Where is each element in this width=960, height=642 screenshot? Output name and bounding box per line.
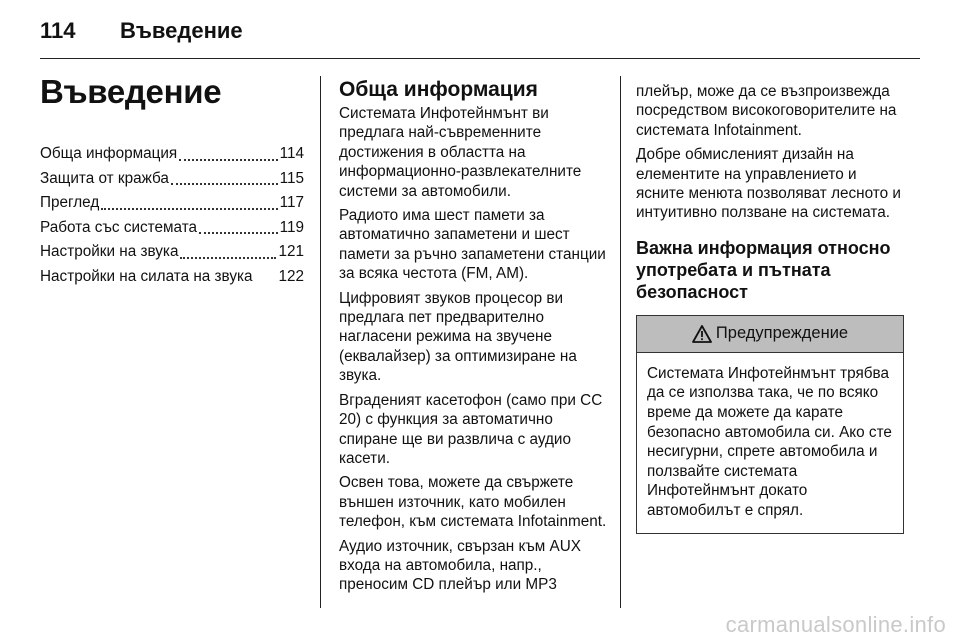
toc-item[interactable] xyxy=(40,265,304,290)
toc-item[interactable] xyxy=(40,191,304,216)
toc-leader-dots xyxy=(199,232,278,234)
subsection-title: Важна информация относно употребата и пътната безопасност xyxy=(636,237,891,302)
toc-item-page: 121 xyxy=(278,243,304,261)
page-header xyxy=(40,18,243,48)
toc-column xyxy=(40,72,304,290)
page-number: 114 xyxy=(40,18,76,43)
toc-item-page: 115 xyxy=(279,169,304,187)
toc-item[interactable] xyxy=(40,240,304,265)
toc-item[interactable] xyxy=(40,216,304,241)
paragraph: плейър, може да се възпроизвежда посредством високоговорителите на системата Infotainment. xyxy=(636,83,897,139)
chapter-title: Въведение xyxy=(40,73,222,110)
header-section-title: Въведение xyxy=(120,18,243,43)
toc-leader-dots xyxy=(101,208,277,210)
table-of-contents xyxy=(40,142,304,290)
warning-text: Системата Инфотейнмънт трябва да се използва така, че по всяко време да можете да карате безопасно автомобила си. Ако сте несигурни, спрете автомобила и ползвайте системата Инфотейнмънт докато автомобилът е спрял. xyxy=(647,364,892,519)
section-title: Обща информация xyxy=(339,78,538,101)
toc-item-page: 114 xyxy=(279,145,304,162)
toc-item-title: Обща информация xyxy=(40,145,178,162)
paragraph: Радиото има шест памети за автоматично запаметени и шест памети за ръчно запаметени станции за всяка честота (FM, AM). xyxy=(339,207,606,283)
warning-header xyxy=(637,316,903,353)
warning-label: Предупреждение xyxy=(715,324,849,343)
toc-leader-dots xyxy=(180,257,276,259)
toc-item-page: 119 xyxy=(279,218,304,236)
paragraph: Цифровият звуков процесор ви предлага пет предварително нагласени режима на звучене (еквалайзер) за оптимизиране на звука. xyxy=(339,289,577,385)
toc-item-title: Настройки на звука xyxy=(40,243,179,261)
column-divider xyxy=(620,76,621,608)
toc-item-title: Защита от кражба xyxy=(40,169,169,187)
toc-item-title: Преглед xyxy=(40,194,100,212)
paragraph: Добре обмисленият дизайн на елементите на управлението и ясните менюта позволяват лесното и интуитивно ползване на системата. xyxy=(636,146,901,222)
paragraph: Вграденият касетофон (само при CC 20) с функция за автоматично спиране ще ви развлича с аудио касети. xyxy=(339,391,603,467)
toc-item[interactable] xyxy=(40,142,304,167)
paragraph: Освен това, можете да свържете външен източник, като мобилен телефон, към системата Infotainment. xyxy=(339,474,607,531)
warning-box xyxy=(636,315,904,534)
toc-leader-dots xyxy=(171,183,278,185)
column-divider xyxy=(320,76,321,608)
paragraph: Аудио източник, свързан към AUX входа на автомобила, напр., преносим CD плейър или MP3 xyxy=(339,537,581,594)
paragraph: Системата Инфотейнмънт ви предлага най-съвременните достижения в областта на информационно-развлекателните системи за автомобили. xyxy=(339,105,582,200)
toc-item-page: 122 xyxy=(278,267,304,285)
toc-item-title: Настройки на силата на звука xyxy=(40,267,253,285)
toc-item-title: Работа със системата xyxy=(40,218,198,236)
general-info-column xyxy=(339,72,609,600)
header-rule xyxy=(40,58,920,59)
toc-item[interactable] xyxy=(40,167,304,192)
third-column xyxy=(636,72,904,534)
watermark: carmanualsonline.info xyxy=(725,612,946,637)
warning-triangle-icon xyxy=(692,325,712,343)
toc-item-page: 117 xyxy=(279,194,304,212)
toc-leader-dots xyxy=(179,159,277,161)
